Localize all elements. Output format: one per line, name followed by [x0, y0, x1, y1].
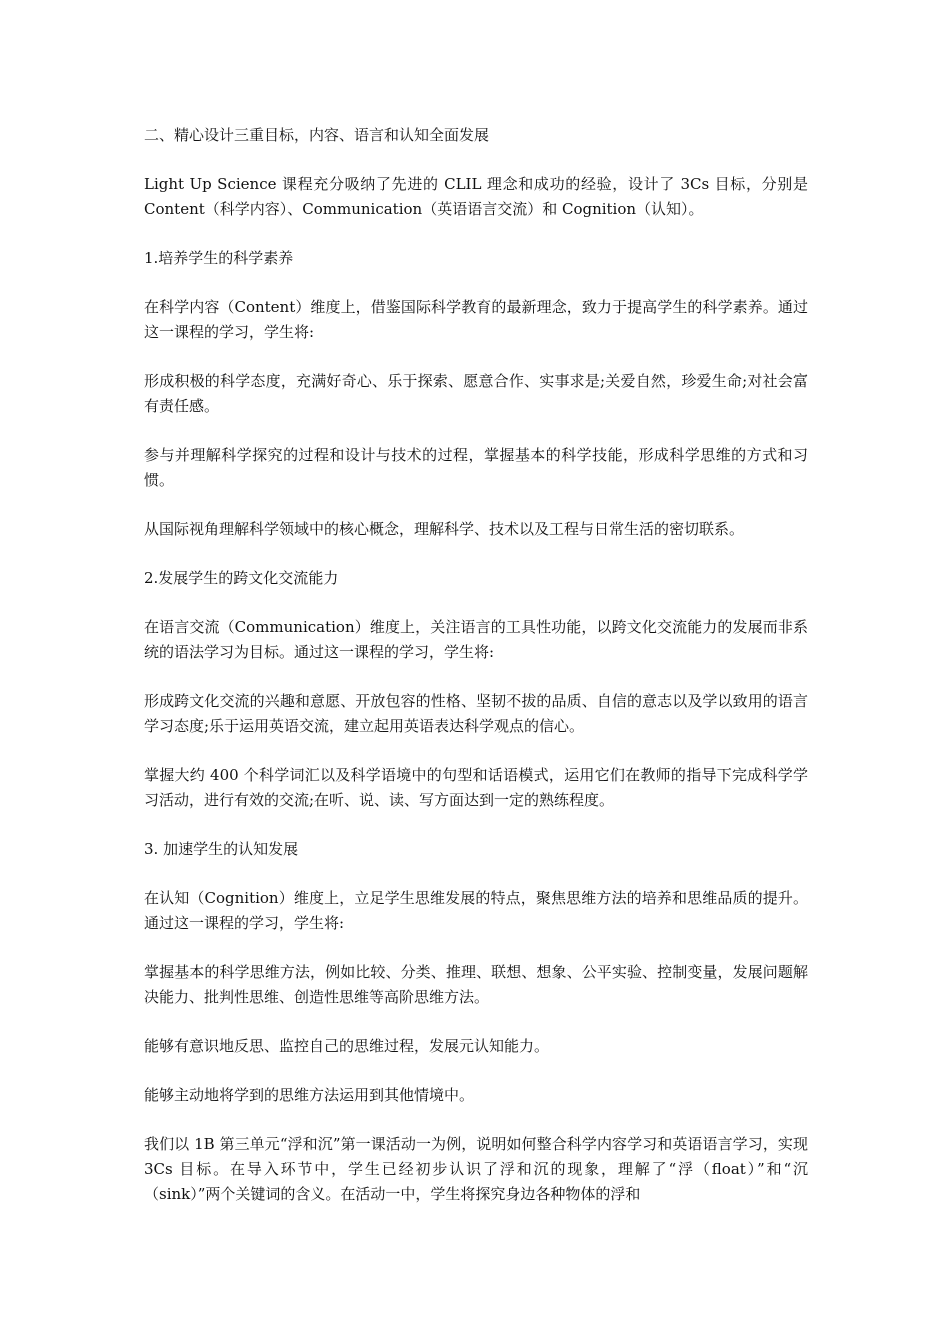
paragraph: 形成跨文化交流的兴趣和意愿、开放包容的性格、坚韧不拔的品质、自信的意志以及学以致用的语言学习态度;乐于运用英语交流，建立起用英语表达科学观点的信心。	[144, 692, 808, 735]
paragraph: Light Up Science 课程充分吸纳了先进的 CLIL 理念和成功的经验，设计了 3Cs 目标，分别是 Content（科学内容）、Communication（英语语言交流）和 Cognition（认知）。	[144, 175, 808, 218]
paragraph: 在科学内容（Content）维度上，借鉴国际科学教育的最新理念，致力于提高学生的科学素养。通过这一课程的学习，学生将:	[144, 298, 808, 341]
paragraph: 参与并理解科学探究的过程和设计与技术的过程，掌握基本的科学技能，形成科学思维的方式和习惯。	[144, 446, 808, 489]
subsection-heading: 2.发展学生的跨文化交流能力	[144, 569, 339, 587]
paragraph: 能够有意识地反思、监控自己的思维过程，发展元认知能力。	[144, 1037, 550, 1055]
paragraph: 在认知（Cognition）维度上，立足学生思维发展的特点，聚焦思维方法的培养和思维品质的提升。通过这一课程的学习，学生将:	[144, 889, 808, 932]
paragraph: 掌握基本的科学思维方法，例如比较、分类、推理、联想、想象、公平实验、控制变量，发展问题解决能力、批判性思维、创造性思维等高阶思维方法。	[144, 963, 808, 1006]
paragraph: 能够主动地将学到的思维方法运用到其他情境中。	[144, 1086, 475, 1104]
section-heading: 二、精心设计三重目标，内容、语言和认知全面发展	[144, 126, 490, 144]
document-page	[144, 123, 808, 1231]
paragraph: 我们以 1B 第三单元“浮和沉”第一课活动一为例，说明如何整合科学内容学习和英语语言学习，实现 3Cs 目标。在导入环节中，学生已经初步认识了浮和沉的现象，理解了“浮（float）”和“沉（sink）”两个关键词的含义。在活动一中，学生将探究身边各种物体的浮和	[144, 1135, 808, 1203]
subsection-heading: 1.培养学生的科学素养	[144, 249, 294, 267]
paragraph: 在语言交流（Communication）维度上，关注语言的工具性功能，以跨文化交流能力的发展而非系统的语法学习为目标。通过这一课程的学习，学生将:	[144, 618, 808, 661]
paragraph: 掌握大约 400 个科学词汇以及科学语境中的句型和话语模式，运用它们在教师的指导下完成科学学习活动，进行有效的交流;在听、说、读、写方面达到一定的熟练程度。	[144, 766, 808, 809]
paragraph: 从国际视角理解科学领域中的核心概念，理解科学、技术以及工程与日常生活的密切联系。	[144, 520, 745, 538]
subsection-heading: 3. 加速学生的认知发展	[144, 840, 299, 858]
paragraph: 形成积极的科学态度，充满好奇心、乐于探索、愿意合作、实事求是;关爱自然，珍爱生命;对社会富有责任感。	[144, 372, 808, 415]
